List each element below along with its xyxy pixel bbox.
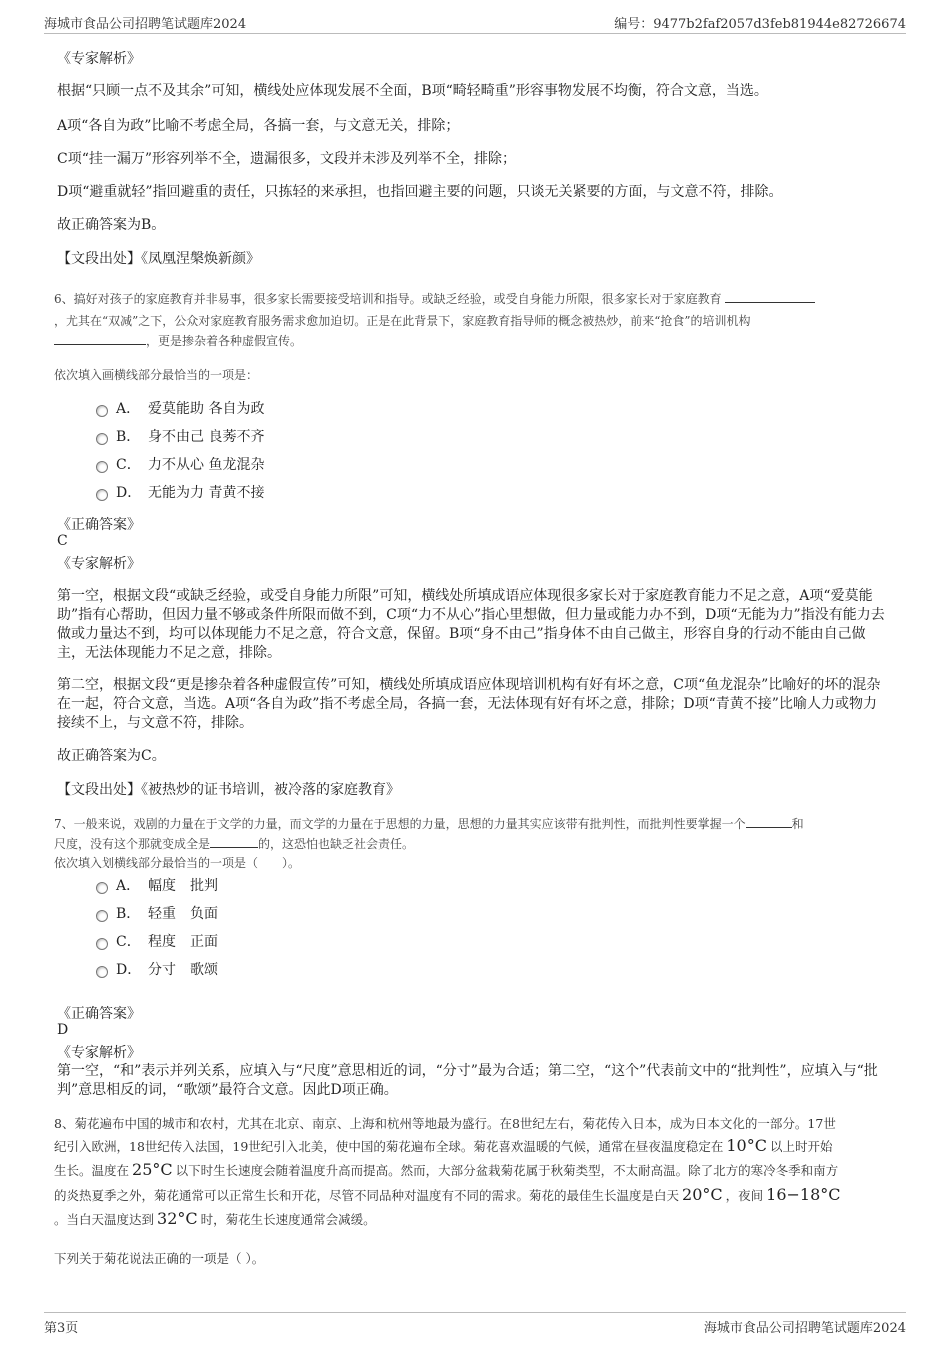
radio-icon[interactable] [96,910,108,922]
q7-analysis-label: 《专家解析》 [57,1045,141,1061]
page-footer [44,1312,906,1335]
q7-prompt: 依次填入划横线部分最恰当的一项是（ ）。 [54,856,301,870]
header-title: 海城市食品公司招聘笔试题库2024 [44,17,247,32]
q7-option-c[interactable]: C． 程度 正面 [96,931,218,953]
q8-temp-25: 25°C [132,1160,173,1179]
q8-temp-20: 20°C [682,1185,723,1204]
q6-stem-line2: ，尤其在“双减”之下，公众对家庭教育服务需求愈加迫切。正是在此背景下，家庭教育指导师的概念被热炒，前来“抢食”的培训机构 [54,314,751,328]
q5-source: 【文段出处】《凤凰涅槃焕新颜》 [57,251,260,267]
radio-icon[interactable] [96,966,108,978]
q7-stem-a: 7、一般来说，戏剧的力量在于文学的力量，而文学的力量在于思想的力量，思想的力量其实应该带有批判性，而批判性要掌握一个 [54,817,746,831]
q7-blank-2 [210,835,258,848]
q5-analysis-p2: A项“各自为政”比喻不考虑全局，各搞一套，与文意无关，排除； [57,118,460,134]
q6-option-b[interactable]: B． 身不由己 良莠不齐 [96,426,264,448]
q6-source: 【文段出处】《被热炒的证书培训，被冷落的家庭教育》 [57,782,400,798]
q6-option-d[interactable]: D． 无能为力 青黄不接 [96,482,264,504]
q7-option-d[interactable]: D． 分寸 歌颂 [96,959,218,981]
q8-temp-10: 10°C [726,1136,767,1155]
radio-icon[interactable] [96,938,108,950]
q8-prompt: 下列关于菊花说法正确的一项是（ ）。 [54,1251,265,1266]
page-number: 第3页 [44,1321,79,1336]
q8-stem-line4: 的炎热夏季之外，菊花通常可以正常生长和开花，尽管不同品种对温度有不同的需求。菊花的最佳生长温度是白天 20°C ，夜间 16−18°C [54,1185,844,1204]
q7-blank-1 [746,815,792,828]
q6-analysis-p2: 第二空，根据文段“更是掺杂着各种虚假宣传”可知，横线处所填成语应体现培训机构有好有坏之意，C项“鱼龙混杂”比喻好的坏的混杂在一起，符合文意，当选。A项“各自为政”指不考虑全局，各搞一套，无法体现有好有坏之意，排除；D项“青黄不接”比喻人力或物力接续不上，与文意不符，排除。 [57,677,881,731]
q6-analysis-label: 《专家解析》 [57,556,141,572]
q6-stem-line3 [54,332,302,349]
q6-stem-c: ，更是掺杂着各种虚假宣传。 [146,334,303,348]
q5-analysis-p4: D项“避重就轻”指回避重的责任，只拣轻的来承担，也指回避主要的问题，只谈无关紧要的方面，与文意不符，排除。 [57,184,783,200]
q8-temp-16-18: 16−18°C [766,1185,841,1204]
footer-title: 海城市食品公司招聘笔试题库2024 [703,1321,906,1336]
q5-analysis-p3: C项“挂一漏万”形容列举不全，遗漏很多，文段并未涉及列举不全，排除； [57,151,517,167]
q6-analysis-p1: 第一空，根据文段“或缺乏经验，或受自身能力所限”可知，横线处所填成语应体现很多家长对于家庭教育能力不足之意，A项“爱莫能助”指有心帮助，但因力量不够或条件所限而做不到，C项“力不从心”指心里想做，但力量或能力办不到，D项“无能为力”指没有能力去做或力量达不到，均可以体现能力不足之意，符合文意，保留。B项“身不由己”指身体不由自己做主，形容自身的行动不能由自己做主，无法体现能力不足之意，排除。 [57,588,885,661]
q7-stem-line1: 7、一般来说，戏剧的力量在于文学的力量，而文学的力量在于思想的力量，思想的力量其实应该带有批判性，而批判性要掌握一个 和 [54,817,804,831]
q8-stem-line3: 生长。温度在 25°C 以下时生长速度会随着温度升高而提高。然而，大部分盆栽菊花属于秋菊类型，不太耐高温。除了北方的寒冷冬季和南方 [54,1160,839,1179]
q8-stem-line5: 。当白天温度达到 32°C 时，菊花生长速度通常会减缓。 [54,1209,376,1228]
page-header [44,13,906,34]
q6-stem-a: 6、搞好对孩子的家庭教育并非易事，很多家长需要接受培训和指导。或缺乏经验，或受自身能力所限，很多家长对于家庭教育 [54,292,722,306]
q6-option-c[interactable]: C． 力不从心 鱼龙混杂 [96,454,264,476]
radio-icon[interactable] [96,433,108,445]
q6-conclusion: 故正确答案为C。 [57,748,166,764]
q7-option-a[interactable]: A． 幅度 批判 [96,875,218,897]
q6-blank-2 [54,332,146,345]
q8-temp-32: 32°C [157,1209,198,1228]
q7-answer: D [57,1022,69,1038]
q8-stem-line2: 纪引入欧洲，18世纪传入法国，19世纪引入北美，使中国的菊花遍布全球。菊花喜欢温暖的气候，通常在昼夜温度稳定在 10°C 以上时开始 [54,1136,833,1155]
q7-option-b[interactable]: B． 轻重 负面 [96,903,218,925]
radio-icon[interactable] [96,405,108,417]
q7-stem-line2: 尺度，没有这个那就变成全是 的，这恐怕也缺乏社会责任。 [54,837,415,851]
q6-prompt: 依次填入画横线部分最恰当的一项是： [54,368,259,382]
header-doc-id: 编号：9477b2faf2057d3feb81944e82726674 [614,17,906,32]
radio-icon[interactable] [96,489,108,501]
q5-analysis-label: 《专家解析》 [57,51,141,67]
q5-analysis-p1: 根据“只顾一点不及其余”可知，横线处应体现发展不全面，B项“畸轻畸重”形容事物发展不均衡，符合文意，当选。 [57,83,768,99]
q6-blank-1 [725,290,815,303]
q6-stem-line1 [54,290,815,307]
q7-analysis-p1: 第一空，“和”表示并列关系，应填入与“尺度”意思相近的词，“分寸”最为合适；第二空，“这个”代表前文中的“批判性”，应填入与“批判”意思相反的词，“歌颂”最符合文意。因此D项正确。 [57,1063,878,1098]
q7-answer-label: 《正确答案》 [57,1006,141,1022]
q6-answer-label: 《正确答案》 [57,517,141,533]
radio-icon[interactable] [96,461,108,473]
radio-icon[interactable] [96,882,108,894]
q5-conclusion: 故正确答案为B。 [57,217,166,233]
q6-answer: C [57,533,68,549]
q6-option-a[interactable]: A． 爱莫能助 各自为政 [96,398,264,420]
q8-stem-line1: 8、菊花遍布中国的城市和农村，尤其在北京、南京、上海和杭州等地最为盛行。在8世纪左右，菊花传入日本，成为日本文化的一部分。17世 [54,1116,836,1131]
